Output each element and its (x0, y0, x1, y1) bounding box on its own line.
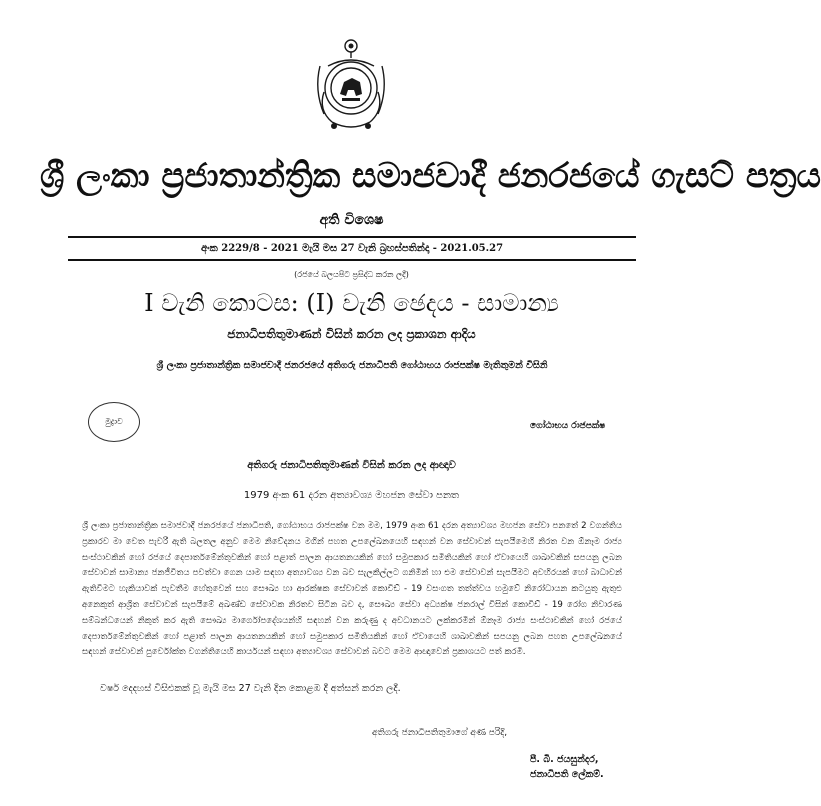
sri-lanka-emblem-icon (310, 36, 392, 134)
divider (68, 236, 636, 238)
divider (68, 259, 636, 261)
president-signature: ගෝඨාභය රාජපක්ෂ (530, 421, 606, 431)
signer-block (530, 752, 604, 782)
signer-name: පී. බී. ජයසුන්දර, (530, 754, 599, 765)
signer-position: ජනාධිපති ලේකම්. (530, 769, 604, 780)
order-subtitle: 1979 අංක 61 දරන අත්‍යාවශ්‍ය මහජන සේවා පනත (243, 490, 460, 501)
gazette-title: ශ්‍රී ලංකා ප්‍රජාතාන්ත්‍රික සමාජවාදී ජනරජයේ ගැසට් පත්‍රය (40, 156, 821, 196)
order-title: අතිගරු ජනාධිපතිතුමාණන් විසින් කරන ලද ආඥාව (247, 460, 456, 471)
by-command-line: අතිගරු ජනාධිපතිතුමාගේ අණ පරිදි, (372, 728, 508, 738)
seal-label: මුද්‍රාව (105, 417, 123, 426)
part-title: I වැනි කොටස: (I) වැනි ඡෙදය - සාමාන්‍ය (144, 289, 559, 317)
proclamations-heading: ජනාධිපතිතුමාණන් විසින් කරන ලද ප්‍රකාශන ආදිය (227, 327, 476, 341)
by-president-line: ශ්‍රී ලංකා ප්‍රජාතාන්ත්‍රික සමාජවාදී ජනරජයේ අතිගරු ජනාධිපති ගෝඨාභය රාජපක්ෂ මැතිතුමන් විසිනි (156, 360, 548, 371)
given-at-line: වර්ෂ දෙදහස් විසිඑකක් වූ මැයි මස 27 වැනි දින කොළඹ දී අත්සන් කරන ලදී. (100, 683, 401, 694)
authority-note: (රජයේ බලයපිට ප්‍රසිද්ධ කරන ලදී) (294, 270, 409, 279)
seal (88, 402, 140, 442)
extraordinary-label: අති විශෙෂ (319, 212, 384, 228)
order-body: ශ්‍රී ලංකා ප්‍රජාතාන්ත්‍රික සමාජවාදී ජනරජයේ ජනාධිපති, ගෝඨාභය රාජපක්ෂ වන මම, 1979 අංක 61 දරන අත්‍යාවශ්‍ය මහජන සේවා පනතේ 2 වගන්තිය ප්‍රකාරව මා වෙත පැවරී ඇති බලතල අනුව මෙම නිවේදනය මගින් පහත උපලේඛනයෙහි සඳහන් වන සේවාවන් සැපයීමෙහි නිරත වන ඕනෑම රාජ්‍ය සංස්ථාවකින් හෝ රජයේ දෙපාර්තමේන්තුවකින් හෝ පළාත් පාලන ආයතනයකින් හෝ සමුපකාර සමිතියකින් හෝ ඒවායෙහි ශාඛාවකින් සපයනු ලබන සේවාවන් සාමාන්‍ය ජනජීවිතය පවත්වා ගෙන යාම සඳහා අත්‍යාවශ්‍ය වන බව සැලකිල්ලට ගනිමින් හා එම සේවාවන් සැපයීමට අවහිරයක් හෝ බාධාවන් ඇතිවීමට හැකියාවක් පැවතීම හේතුවෙන් සහ සෞඛ්‍ය හා ආරක්ෂක සේවාවන් කොවිඩ් - 19 වසංගත තත්ත්වය හමුවේ නිරෝධායන කටයුතු ඇතුළු අනෙකුත් ආශ්‍රිත සේවාවන් සැපයීමේ අඛණ්ඩ සේවාවක නිරතව සිටින බව ද, සෞඛ්‍ය සේවා අධ්‍යක්ෂ ජනරාල් විසින් කොවිඩ් - 19 රෝග නිවාරණ සම්බන්ධයෙන් නිකුත් කර ඇති සෞඛ්‍ය මාර්ගෝපදේශයන්හි සඳහන් වන කරුණු ද අවධානයට ලක්කරමින් ඕනෑම රාජ්‍ය සංස්ථාවකින් හෝ රජයේ දෙපාර්තමේන්තුවකින් හෝ පළාත් පාලන ආයතනයකින් හෝ සමුපකාර සමිතියකින් හෝ ඒවායෙහි ශාඛාවකින් සපයනු ලබන පහත උපලේඛනයේ සඳහන් සේවාවන් පුර්වෝක්ත වගන්තියෙහි කාර්යයන් සඳහා අත්‍යාවශ්‍ය සේවාවන් බවට මෙම ආඥාවෙන් ප්‍රකාශයට පත් කරමි. (82, 521, 622, 658)
issue-line: අංක 2229/8 - 2021 මැයි මස 27 වැනි බ්‍රහස්පතින්දා - 2021.05.27 (200, 243, 504, 254)
